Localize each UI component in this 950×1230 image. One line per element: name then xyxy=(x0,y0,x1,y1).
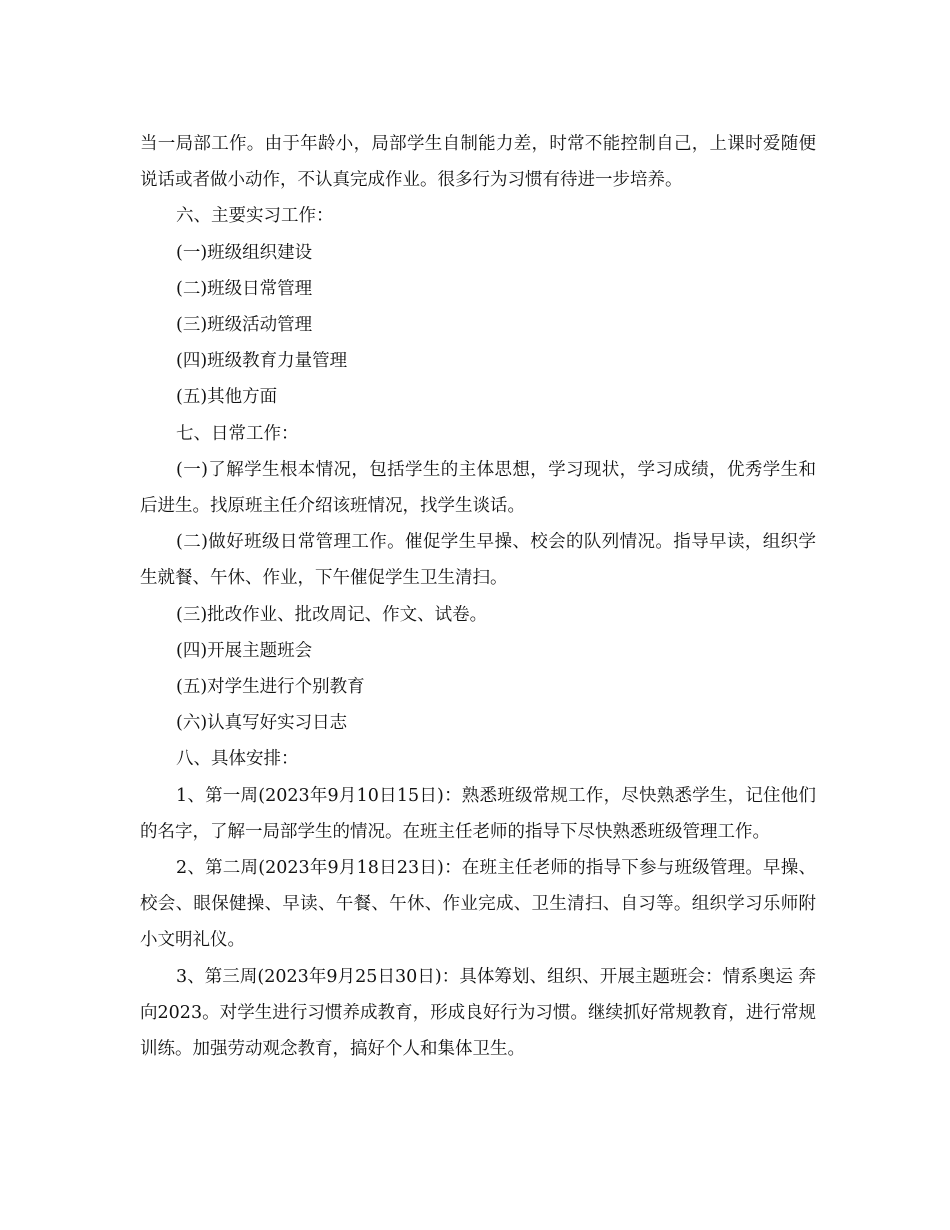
list-item-class-organization: (一)班级组织建设 xyxy=(176,242,313,263)
arrangement-week-1: 1、第一周(2023年9月10日15日)：熟悉班级常规工作，尽快熟悉学生，记住他们的名字，了解一局部学生的情况。在班主任老师的指导下尽快熟悉班级管理工作。 xyxy=(140,785,816,842)
daily-work-item-3: (三)批改作业、批改周记、作文、试卷。 xyxy=(176,604,488,625)
section-heading-daily-work: 七、日常工作： xyxy=(176,423,299,444)
daily-work-item-1: (一)了解学生根本情况，包括学生的主体思想，学习现状，学习成绩，优秀学生和后进生。找原班主任介绍该班情况，找学生谈话。 xyxy=(140,459,816,517)
daily-work-item-5: (五)对学生进行个别教育 xyxy=(176,677,365,698)
list-item-education-force-management: (四)班级教育力量管理 xyxy=(176,351,348,372)
document-body xyxy=(140,126,816,1067)
list-item-daily-management: (二)班级日常管理 xyxy=(176,278,313,299)
section-heading-specific-arrangement: 八、具体安排： xyxy=(176,749,299,770)
daily-work-item-2: (二)做好班级日常管理工作。催促学生早操、校会的队列情况。指导早读，组织学生就餐、午休、作业，下午催促学生卫生清扫。 xyxy=(140,532,816,589)
paragraph-1: 当一局部工作。由于年龄小，局部学生自制能力差，时常不能控制自己，上课时爱随便说话或者做小动作，不认真完成作业。很多行为习惯有待进一步培养。 xyxy=(140,134,816,191)
daily-work-item-6: (六)认真写好实习日志 xyxy=(176,713,348,734)
list-item-activity-management: (三)班级活动管理 xyxy=(176,315,313,336)
daily-work-item-4: (四)开展主题班会 xyxy=(176,640,313,661)
arrangement-week-3: 3、第三周(2023年9月25日30日)：具体筹划、组织、开展主题班会：情系奥运 奔向2023。对学生进行习惯养成教育，形成良好行为习惯。继续抓好常规教育，进行常规训练。加强劳动观念教育，搞好个人和集体卫生。 xyxy=(140,966,816,1060)
list-item-other-aspects: (五)其他方面 xyxy=(176,387,278,408)
section-heading-main-practice-work: 六、主要实习工作： xyxy=(176,206,334,227)
arrangement-week-2: 2、第二周(2023年9月18日23日)：在班主任老师的指导下参与班级管理。早操、校会、眼保健操、早读、午餐、午休、作业完成、卫生清扫、自习等。组织学习乐师附小文明礼仪。 xyxy=(140,858,816,951)
